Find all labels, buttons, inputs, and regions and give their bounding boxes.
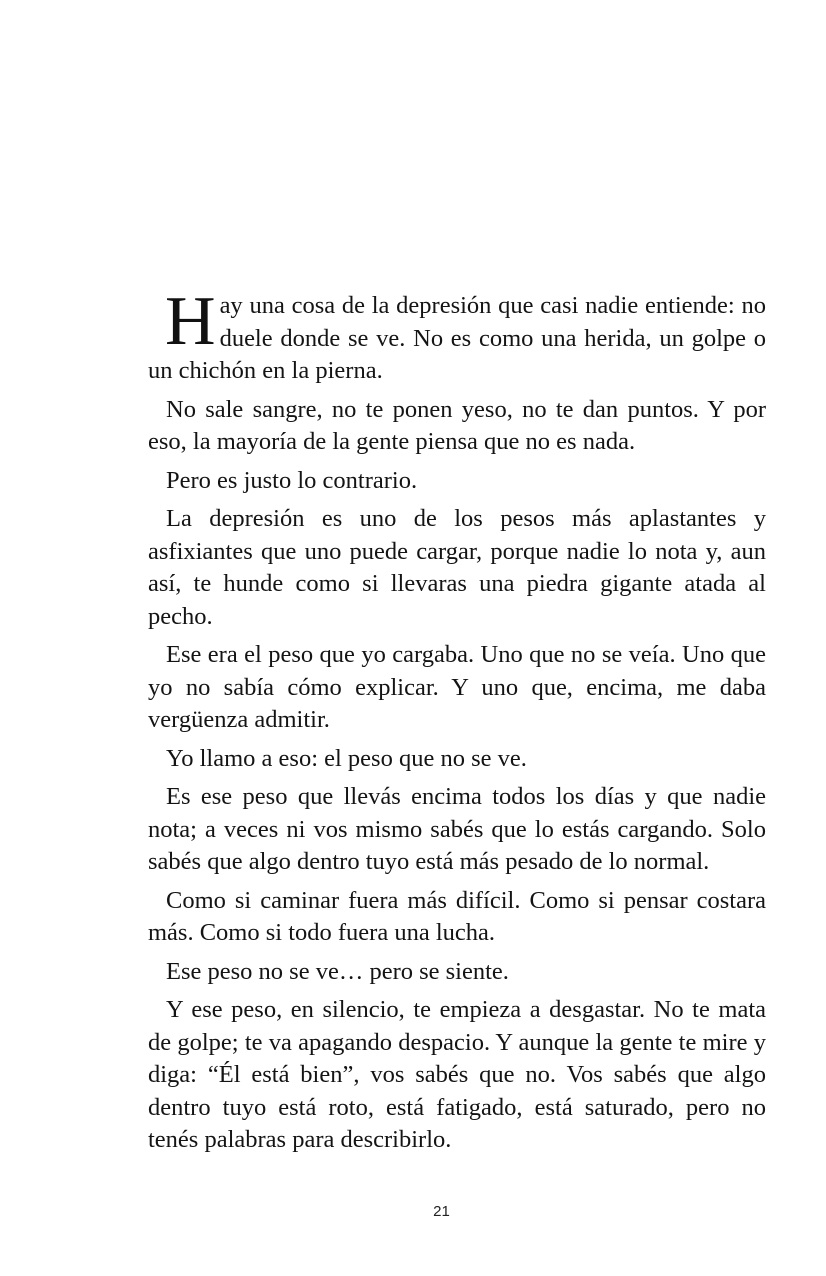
page-number: 21 [433, 1203, 450, 1220]
paragraph-9: Ese peso no se ve… pero se siente. [166, 957, 509, 985]
body-text [148, 283, 766, 1163]
paragraph-1-text: ay una cosa de la depresión que casi nadie entiende: no duele donde se ve. No es como una herida, un golpe o un chichón en la pierna. [148, 292, 766, 384]
paragraph-5: Ese era el peso que yo cargaba. Uno que no se veía. Uno que yo no sabía cómo explicar. Y uno que, encima, me daba vergüenza admitir. [148, 641, 766, 733]
paragraph-3: Pero es justo lo contrario. [166, 466, 418, 494]
paragraph-1 [148, 283, 766, 388]
paragraph-2: No sale sangre, no te ponen yeso, no te dan puntos. Y por eso, la mayoría de la gente piensa que no es nada. [148, 395, 766, 455]
paragraph-7: Es ese peso que llevás encima todos los días y que nadie nota; a veces ni vos mismo sabés que lo estás cargando. Solo sabés que algo dentro tuyo está más pesado de lo normal. [148, 783, 766, 875]
paragraph-6: Yo llamo a eso: el peso que no se ve. [166, 744, 527, 772]
paragraph-4: La depresión es uno de los pesos más aplastantes y asfixiantes que uno puede cargar, porque nadie lo nota y, aun así, te hunde como si llevaras una piedra gigante atada al pecho. [148, 505, 766, 630]
paragraph-10: Y ese peso, en silencio, te empieza a desgastar. No te mata de golpe; te va apagando despacio. Y aunque la gente te mire y diga: “Él está bien”, vos sabés que no. Vos sabés que algo dentro tuyo está roto, está fatigado, está saturado, pero no tenés palabras para describirlo. [148, 996, 766, 1153]
drop-cap: H [165, 283, 216, 360]
paragraph-8: Como si caminar fuera más difícil. Como si pensar costara más. Como si todo fuera una lucha. [148, 886, 766, 946]
